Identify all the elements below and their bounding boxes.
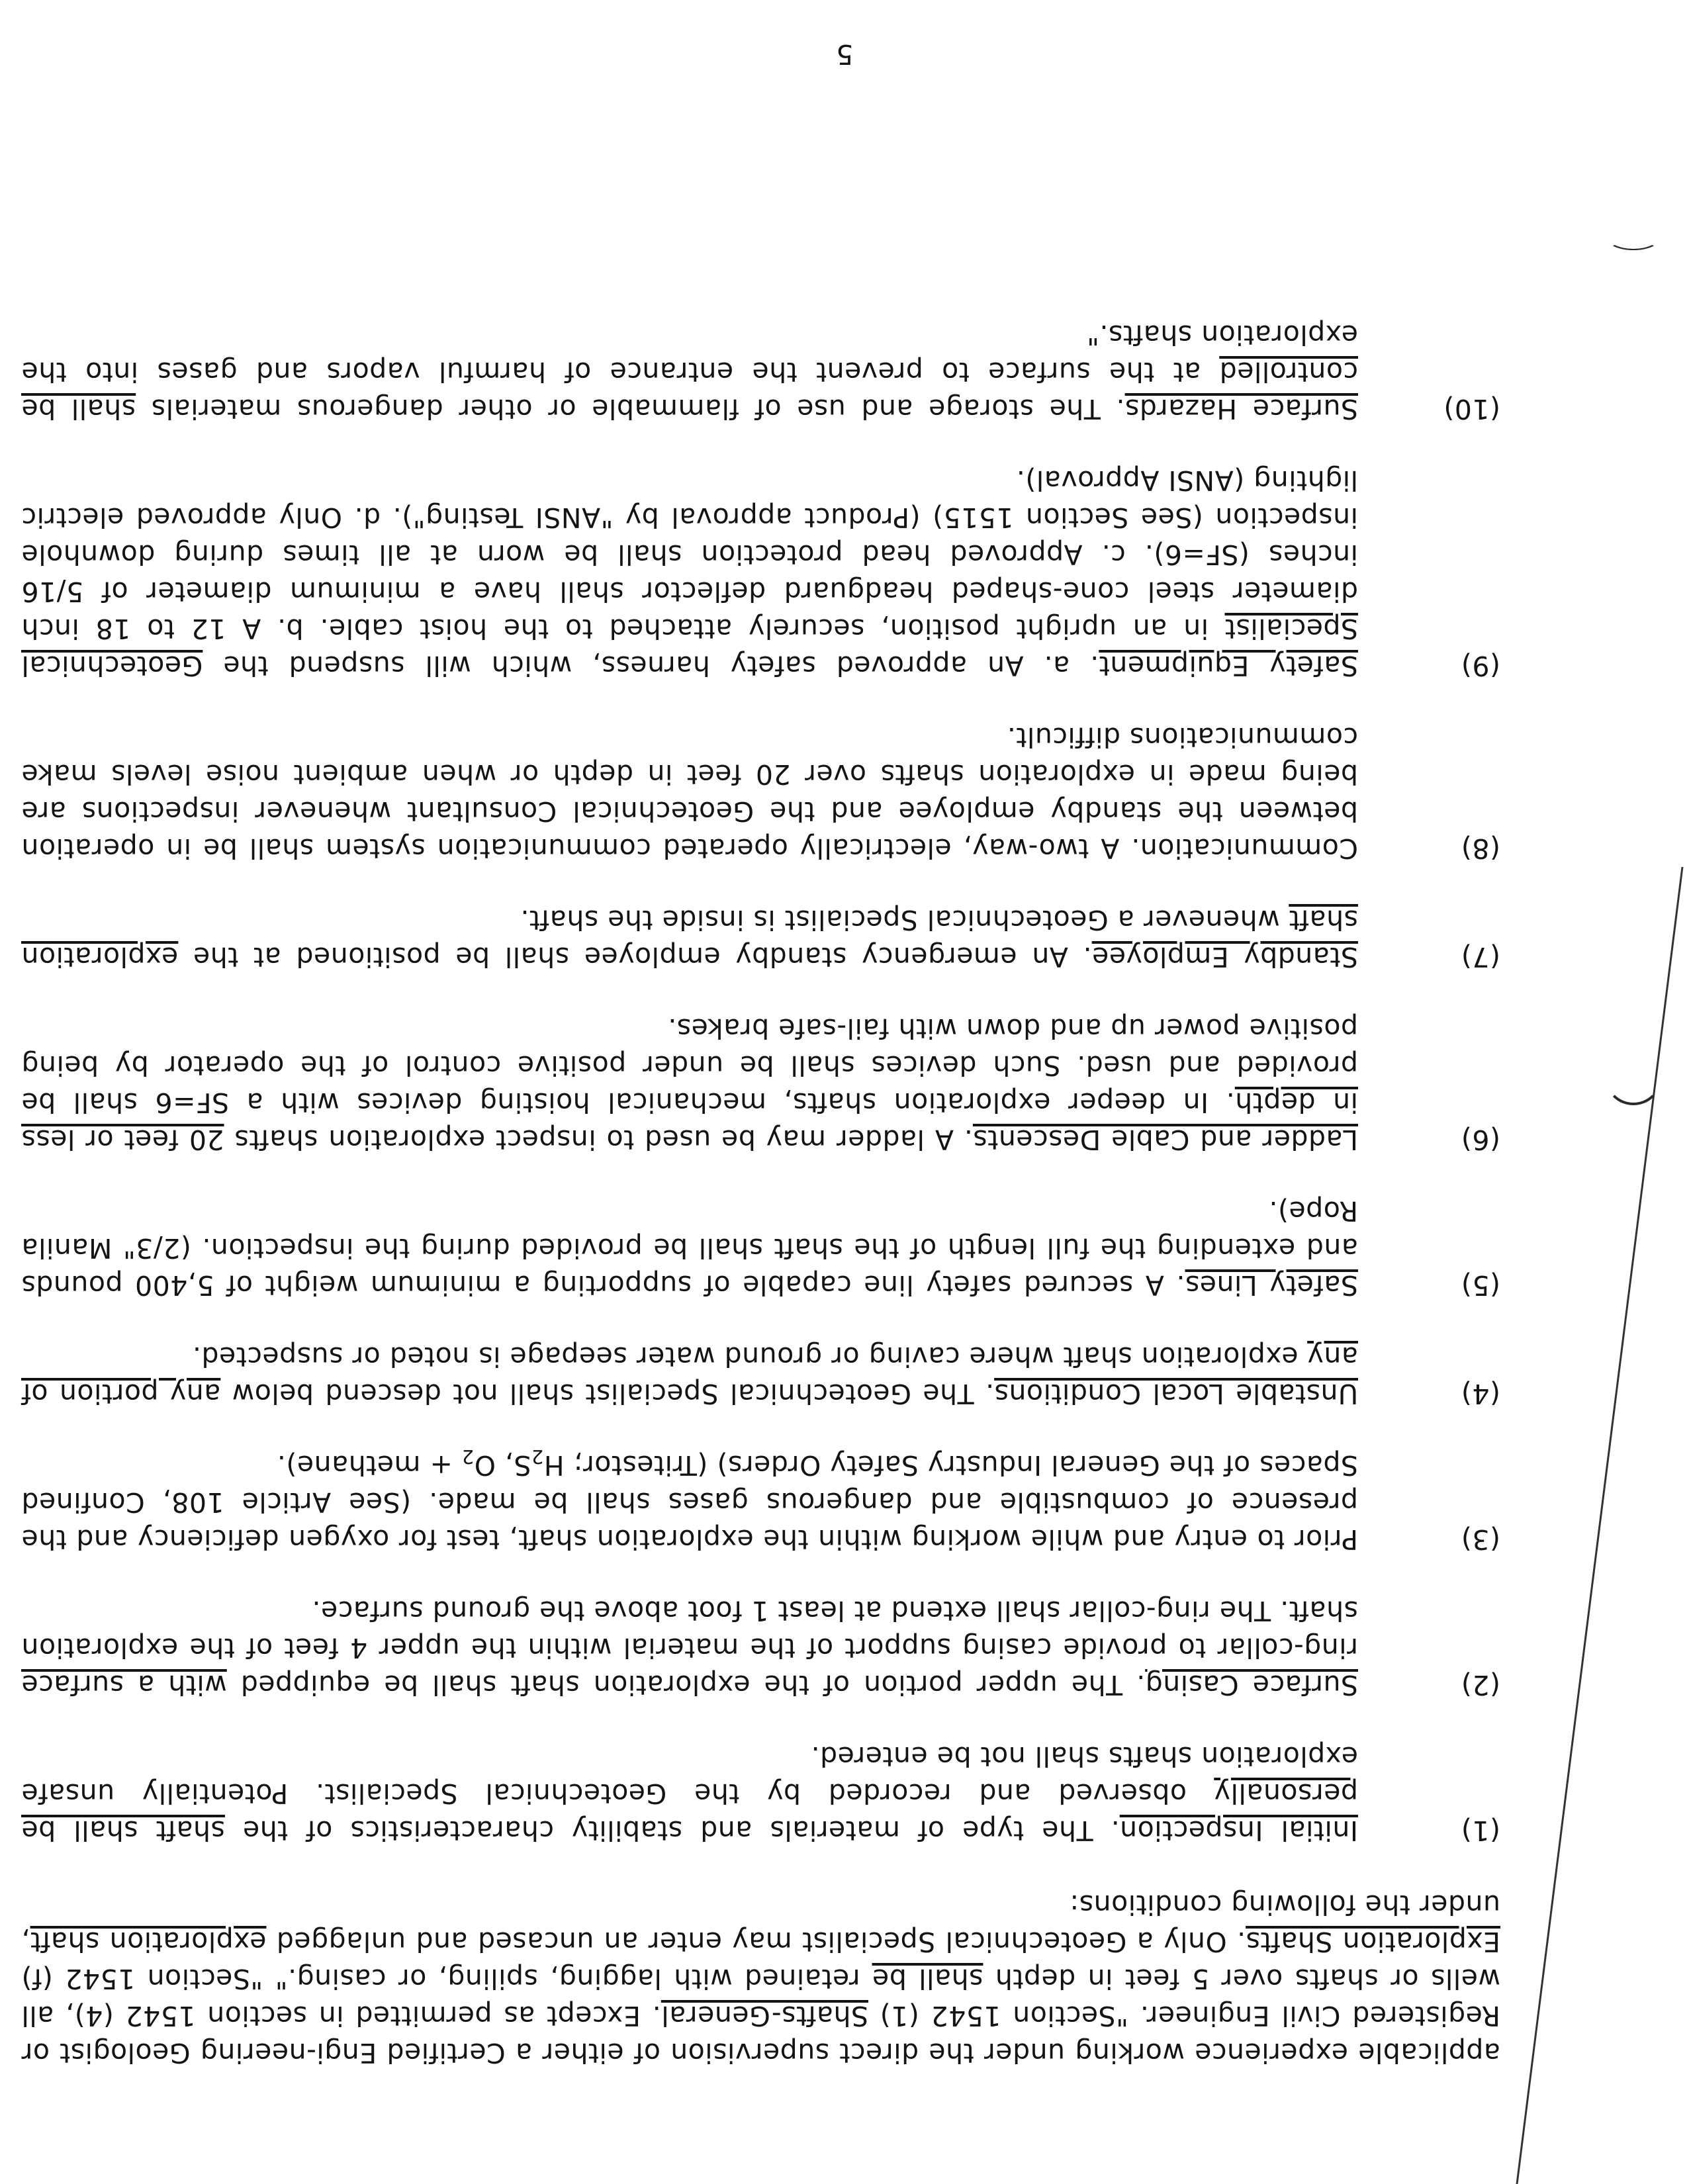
item-text [21, 1592, 1358, 1704]
item-title: Ladder and Cable Descents [972, 1124, 1358, 1156]
intro-text: , under the following conditions: [21, 1889, 1500, 1958]
item-text [21, 316, 1358, 428]
intro-text: retained with lagging, spiling, or casing." "Section 1542 (f) [21, 1963, 872, 1995]
item-title: Safety Lines [1185, 1269, 1358, 1301]
underlined-term: shall be controlled [21, 356, 1358, 425]
condition-item-1 [21, 1738, 1500, 1849]
item-text [21, 901, 1358, 976]
underlined-term: 20 feet or less in depth [21, 1087, 1358, 1156]
item-number: (10) [1443, 393, 1500, 425]
subscript: 2 [531, 1445, 544, 1468]
item-text-part: + methane). [277, 1449, 462, 1481]
item-number: (7) [1461, 941, 1500, 973]
condition-item-2 [21, 1592, 1500, 1704]
underlined-term: exploration shaft [21, 904, 1358, 973]
item-text [21, 1447, 1358, 1558]
item-text-part: ring-collar to provide casing support of the material within the upper 4 feet of the exploration shaft. The ring-collar shall extend at least 1 foot above the ground surface. [21, 1595, 1358, 1664]
condition-item-10 [21, 316, 1500, 428]
item-text-part: . The upper portion of the exploration shaft shall be equipped [226, 1669, 1146, 1701]
item-title: Surface Casing [1145, 1669, 1358, 1701]
subscript: 2 [461, 1445, 475, 1468]
item-text-part: . The type of materials and stability characteristics of the [224, 1815, 1120, 1846]
page-number: 5 [835, 38, 854, 70]
item-title: Safety Equipment [1099, 650, 1358, 682]
item-text-part: at the surface to prevent the entrance of harmful vapors and gases into the exploration shafts." [21, 319, 1358, 388]
item-text [21, 1193, 1358, 1304]
punch-hole-mark [1604, 221, 1663, 250]
item-text-part: observed and recorded by the Geotechnical Specialist. Potentially unsafe exploration shafts shall not be entered. [21, 1741, 1358, 1809]
item-title: Initial Inspection [1119, 1815, 1358, 1846]
intro-text: . Only a Geotechnical Specialist may enter an uncased and unlagged [266, 1926, 1246, 1958]
item-text [21, 1738, 1358, 1849]
underlined-term: shall be [872, 1963, 983, 1995]
underlined-term: any portion of any [21, 1341, 1358, 1410]
underlined-term: Exploration Shafts [1246, 1926, 1500, 1958]
item-number: (3) [1461, 1524, 1500, 1555]
item-title: Unstable Local Conditions [994, 1378, 1358, 1410]
document-body [21, 282, 1500, 2071]
item-text [21, 1010, 1358, 1158]
underlined-term: exploration shaft [30, 1926, 267, 1958]
condition-item-5 [21, 1193, 1500, 1304]
condition-item-7 [21, 901, 1500, 976]
item-text-part: . In deeper exploration shafts, mechanical hoisting devices with a SF=6 shall be provided and used. Such devices shall be under positive control of the operator by being positive power up and down with fail-safe brakes. [21, 1013, 1358, 1118]
punch-hole-mark [1604, 1047, 1663, 1105]
item-text-part: . a. An approved safety harness, which will suspend the [203, 650, 1099, 682]
item-number: (1) [1461, 1815, 1500, 1846]
item-text-part: . The Geotechnical Specialist shall not descend below [220, 1378, 995, 1410]
item-number: (4) [1461, 1378, 1500, 1410]
intro-paragraph [21, 1886, 1500, 2071]
item-number: (8) [1461, 833, 1500, 864]
item-text [21, 462, 1358, 684]
item-text-part: Communication. A two-way, electrically operated communication system shall be in operation between the standby employee and the Geotechnical Consultant whenever inspections are being made in exploration shafts over 20 feet in depth or when ambient noise levels make communications difficult. [21, 721, 1358, 864]
item-text-part: in an upright position, securely attached to the hoist cable. b. A 12 to 18 inch diameter steel cone-shaped headguard deflector shall have a minimum diameter of 5/16 inches (SF=6). c. Approved head protection shall be worn at all times during downhole inspection (See Section 1515) (Product approval by "ANSI Testing"). d. Only approved electric lighting (ANSI Approval). [21, 465, 1358, 645]
underlined-term: shaft shall be personally [21, 1778, 1358, 1846]
underlined-term: Shafts-General [661, 2000, 868, 2032]
item-number: (2) [1461, 1669, 1500, 1701]
item-title: Standby Employee [1091, 941, 1358, 973]
condition-item-8 [21, 719, 1500, 867]
item-text-part: exploration shaft where caving or ground water seepage is noted or suspected. [192, 1341, 1308, 1373]
item-title: Surface Hazards [1124, 393, 1358, 425]
condition-item-4 [21, 1338, 1500, 1412]
underlined-term: Geotechnical Specialist [21, 613, 1358, 682]
intro-text: applicable experience working under the direct supervision of either a Certified Engi-neering Geologist or Registered Civil Engineer. [21, 2000, 1500, 2069]
item-text-part: . A ladder may be used to inspect exploration shafts [224, 1124, 973, 1156]
item-text-part: whenever a Geotechnical Specialist is inside the shaft. [520, 904, 1289, 936]
condition-item-9 [21, 462, 1500, 684]
item-text-part: . The storage and use of flammable or other dangerous materials [136, 393, 1125, 425]
item-text [21, 719, 1358, 867]
item-text [21, 1338, 1358, 1412]
item-text-part: . A secured safety line capable of supporting a minimum weight of 5,400 pounds and extending the full length of the shaft shall be provided during the inspection. (2/3" Manila Rope). [21, 1195, 1358, 1301]
intro-text: "Section 1542 (1) [868, 2000, 1128, 2032]
item-number: (5) [1461, 1269, 1500, 1301]
item-text-part: S, O [474, 1449, 531, 1481]
underlined-term: with a surface [21, 1669, 227, 1701]
item-text-part: Prior to entry and while working within the exploration shaft, test for oxygen deficiency and the presence of combustible and dangerous gases shall be made. (See Article 108, Confined Spaces of the General Industry Safety Orders) (Tritestor; H [21, 1449, 1358, 1555]
condition-item-6 [21, 1010, 1500, 1158]
item-text-part: . An emergency standby employee shall be positioned at the [178, 941, 1092, 973]
condition-item-3 [21, 1447, 1500, 1558]
item-number: (9) [1461, 650, 1500, 682]
item-number: (6) [1461, 1124, 1500, 1156]
intro-text: . Except as permitted in section 1542 (4), all wells or shafts over 5 feet in depth [21, 1963, 1500, 2032]
